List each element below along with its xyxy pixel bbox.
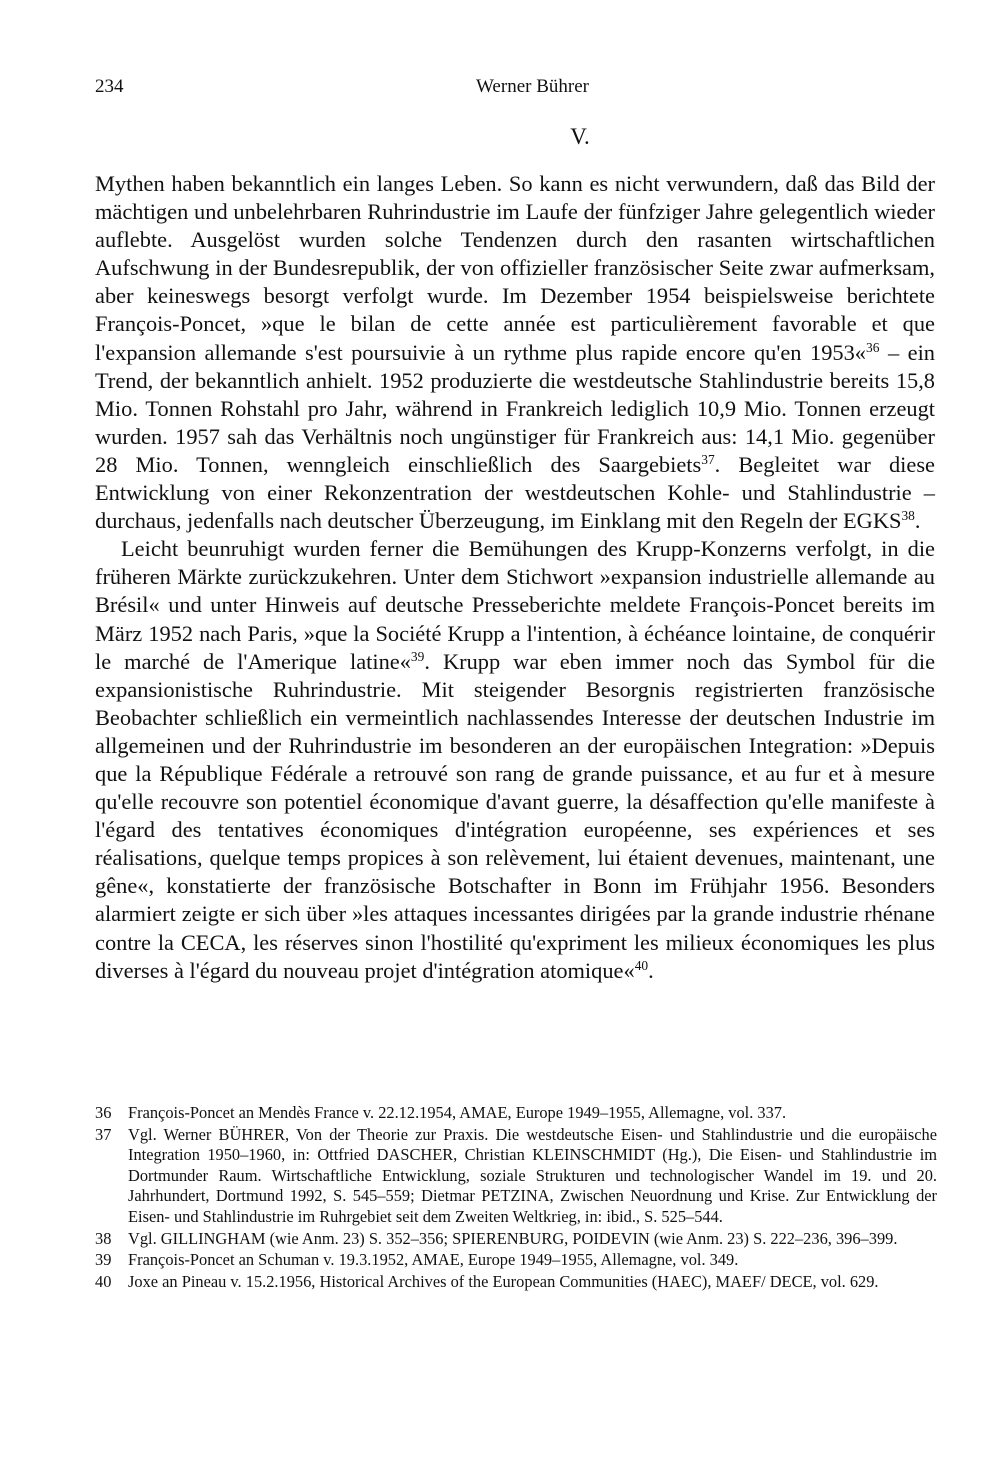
- footnote-number: 37: [95, 1124, 112, 1144]
- paragraph-text: .: [648, 957, 654, 983]
- footnote-ref: 39: [410, 648, 425, 664]
- paragraph-text: . Begleitet war diese Entwicklung von einer Rekonzentration der westdeutschen Kohle- und Stahlindustrie – durchaus, jedenfalls nach deutscher Überzeugung, im Einklang mit den Regeln der EGKS: [95, 451, 935, 534]
- footnote-ref: 37: [701, 451, 715, 467]
- paragraph-text: Mythen haben bekanntlich ein langes Leben. So kann es nicht verwundern, daß das Bild der mächtigen und unbelehrbaren Ruhrindustrie im Laufe der fünfziger Jahre gelegentlich wieder auflebte. Ausgelöst wurden solche Tendenzen durch den rasanten wirtschaftlichen Aufschwung in der Bundesrepublik, der von offizieller französischer Seite zwar aufmerksam, aber keineswegs besorgt verfolgt wurde. Im Dezember 1954 beispielsweise berichtete François-Poncet, »que le bilan de cette année est particulièrement favorable et que l'expansion allemande s'est poursuivie à un rythme plus rapide encore qu'en 1953«: [95, 171, 935, 365]
- footnote-ref: 36: [866, 339, 880, 355]
- paragraph-text: .: [914, 508, 921, 534]
- footnote: [95, 1272, 937, 1293]
- page-number: 234: [95, 76, 124, 97]
- body-text: [95, 170, 935, 985]
- footnote-number: 36: [95, 1103, 112, 1122]
- footnote: [95, 1229, 937, 1250]
- running-head-author: Werner Bührer: [476, 76, 589, 97]
- footnote: [95, 1125, 937, 1228]
- footnote-text: Joxe an Pineau v. 15.2.1956, Historical Archives of the European Communities (HAEC), MAEF/ DECE, vol. 629.: [128, 1271, 879, 1291]
- footnote-ref: 38: [901, 508, 915, 524]
- footnote-number: 39: [95, 1250, 112, 1270]
- footnote-text: François-Poncet an Schuman v. 19.3.1952, AMAE, Europe 1949–1955, Allemagne, vol. 349.: [128, 1250, 739, 1270]
- section-heading: V.: [570, 124, 590, 149]
- paragraph-text: . Krupp war eben immer noch das Symbol für die expansionistische Ruhrindustrie. Mit steigender Besorgnis registrierten französische Beobachter schließlich ein vermeintlich nachlassendes Interesse der deutschen Industrie im allgemeinen und der Ruhrindustrie im besonderen an der europäischen Integration: »Depuis que la République Fédérale a retrouvé son rang de grande puissance, et au fur et à mesure qu'elle recouvre son potentiel économique d'avant guerre, la désaffection qu'elle manifeste à l'égard des tentatives économiques d'intégration européenne, ses expériences et ses réalisations, quelque temps propices à son relèvement, lui étaient devenues, maintenant, une gêne«, konstatierte der französische Botschafter in Bonn im Frühjahr 1956. Besonders alarmiert zeigte er sich über »les attaques incessantes dirigées par la grande industrie rhénane contre la CECA, les réserves sinon l'hostilité qu'expriment les milieux économiques les plus diverses à l'égard du nouveau projet d'intégration atomique«: [95, 648, 936, 983]
- footnote-number: 40: [95, 1271, 112, 1291]
- paragraph: [95, 535, 935, 985]
- footnote-number: 38: [95, 1228, 112, 1248]
- footnote: [95, 1103, 937, 1124]
- paragraph-text: Leicht beunruhigt wurden ferner die Bemühungen des Krupp-Konzerns verfolgt, in die früheren Märkte zurückzukehren. Unter dem Stichwort »expansion industrielle allemande au Brésil« und unter Hinweis auf deutsche Presseberichte meldete François-Poncet bereits im März 1952 nach Paris, »que la Société Krupp a l'intention, à échéance lointaine, de conquérir le marché de l'Amerique latine«: [95, 536, 935, 674]
- footnote-text: Vgl. GILLINGHAM (wie Anm. 23) S. 352–356; SPIERENBURG, POIDEVIN (wie Anm. 23) S. 222–236, 396–399.: [128, 1228, 898, 1248]
- running-head: [95, 76, 930, 104]
- paragraph: [95, 170, 935, 535]
- footnotes: [95, 1103, 937, 1293]
- paragraph-text: – ein Trend, der bekanntlich anhielt. 1952 produzierte die westdeutsche Stahlindustrie bereits 15,8 Mio. Tonnen Rohstahl pro Jahr, während in Frankreich lediglich 10,9 Mio. Tonnen erzeugt wurden. 1957 sah das Verhältnis noch ungünstiger für Frankreich aus: 14,1 Mio. gegenüber 28 Mio. Tonnen, wenngleich einschließlich des Saargebiets: [95, 339, 936, 477]
- footnote: [95, 1250, 937, 1271]
- footnote-text: Vgl. Werner BÜHRER, Von der Theorie zur Praxis. Die westdeutsche Eisen- und Stahlindustrie und die europäische Integration 1950–1960, in: Ottfried DASCHER, Christian KLEINSCHMIDT (Hg.), Die Eisen- und Stahlindustrie im Dortmunder Raum. Wirtschaftliche Entwicklung, soziale Strukturen und technologischer Wandel im 19. und 20. Jahrhundert, Dortmund 1992, S. 545–559; Dietmar PETZINA, Zwischen Neuordnung und Krise. Zur Entwicklung der Eisen- und Stahlindustrie im Ruhrgebiet seit dem Zweiten Weltkrieg, in: ibid., S. 525–544.: [128, 1124, 937, 1226]
- footnote-ref: 40: [634, 957, 649, 973]
- footnote-text: François-Poncet an Mendès France v. 22.12.1954, AMAE, Europe 1949–1955, Allemagne, vol. 337.: [128, 1103, 787, 1122]
